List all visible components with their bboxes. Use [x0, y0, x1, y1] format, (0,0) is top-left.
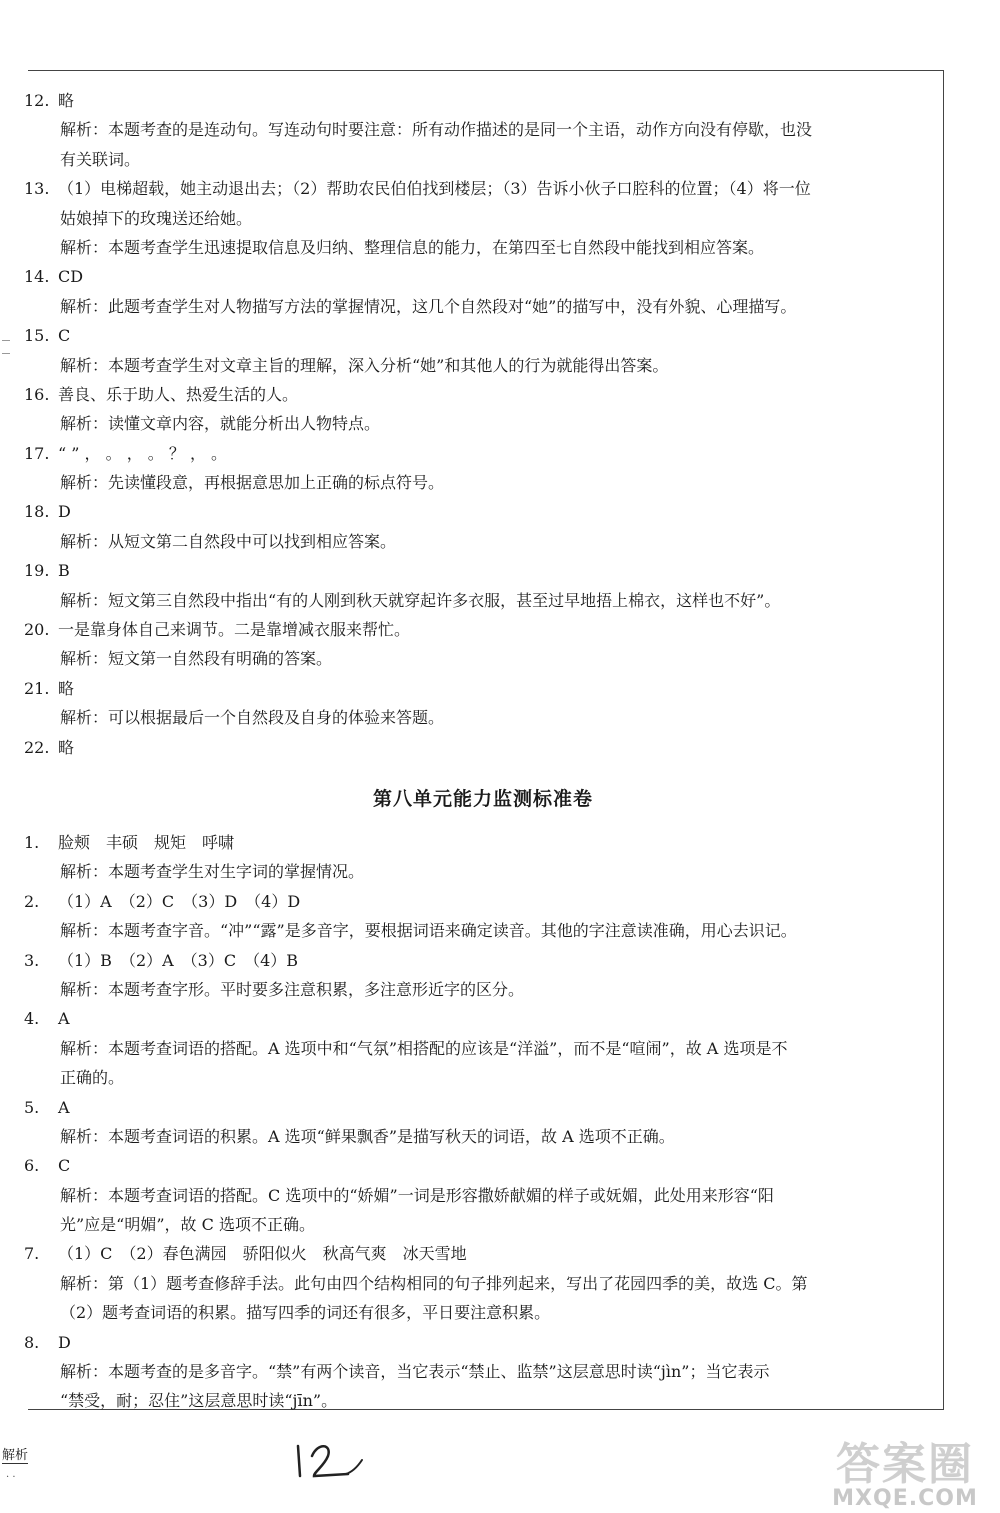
explanation-text: 解析：本题考查学生迅速提取信息及归纳、整理信息的能力，在第四至七自然段中能找到相应答案。 [60, 237, 765, 257]
answer-text: C [58, 326, 71, 346]
explanation-text: 解析：本题考查的是连动句。写连动句时要注意：所有动作描述的是同一个主语，动作方向没有停歇，也没 [60, 120, 813, 140]
explanation-text: 解析：本题考查字音。“冲”“露”是多音字，要根据词语来确定读音。其他的字注意读准确，用心去识记。 [60, 921, 797, 941]
question-line [24, 674, 942, 703]
explanation-line [24, 1386, 942, 1415]
explanation-text: 解析：本题考查词语的积累。A 选项“鲜果飘香”是描写秋天的词语，故 A 选项不正确。 [60, 1126, 675, 1146]
watermark-title: 答案圈 [836, 1439, 974, 1490]
question-number: 5. [24, 1097, 40, 1117]
explanation-line [24, 145, 942, 174]
question-number: 14. [24, 267, 50, 287]
question-number: 17. [24, 443, 50, 463]
question-line [24, 439, 942, 468]
footer-label: 解析 [2, 1444, 28, 1464]
question-number: 20. [24, 620, 50, 640]
answer-section-unit-7 [24, 86, 942, 762]
answer-text: 略 [58, 678, 75, 698]
answer-section-unit-8 [24, 828, 942, 1416]
question-number: 13. [24, 179, 50, 199]
question-line [24, 1239, 942, 1268]
answer-text: 善良、乐于助人、热爱生活的人。 [58, 384, 299, 404]
question-line [24, 887, 942, 916]
explanation-text: 解析：短文第三自然段中指出“有的人刚到秋天就穿起许多衣服，甚至过早地捂上棉衣，这样也不好”。 [60, 590, 781, 610]
explanation-line [24, 975, 942, 1004]
explanation-text: 解析：可以根据最后一个自然段及自身的体验来答题。 [60, 708, 445, 728]
explanation-line [24, 1210, 942, 1239]
explanation-text: 解析：短文第一自然段有明确的答案。 [60, 649, 333, 669]
answer-text: D [58, 502, 71, 522]
question-number: 19. [24, 561, 50, 581]
question-number: 22. [24, 737, 50, 757]
answer-text: （1）电梯超载，她主动退出去；（2）帮助农民伯伯找到楼层；（3）告诉小伙子口腔科的位置；（4）将一位 [58, 179, 811, 199]
explanation-line [24, 586, 942, 615]
explanation-line [24, 204, 942, 233]
answer-text: CD [58, 267, 84, 287]
answer-text: A [58, 1009, 70, 1029]
question-line [24, 174, 942, 203]
question-number: 18. [24, 502, 50, 522]
explanation-line [24, 468, 942, 497]
explanation-line [24, 527, 942, 556]
question-line [24, 946, 942, 975]
explanation-line [24, 1298, 942, 1327]
question-number: 1. [24, 832, 40, 852]
question-line [24, 828, 942, 857]
explanation-line [24, 1122, 942, 1151]
binding-mark [2, 340, 10, 354]
question-number: 21. [24, 678, 50, 698]
question-number: 7. [24, 1244, 40, 1264]
explanation-line [24, 115, 942, 144]
question-number: 6. [24, 1156, 40, 1176]
question-line [24, 733, 942, 762]
answer-text: 脸颊 丰硕 规矩 呼啸 [58, 832, 235, 852]
watermark-logo [820, 1428, 990, 1511]
answer-text: （1）C （2）春色满园 骄阳似火 秋高气爽 冰天雪地 [58, 1244, 467, 1264]
question-number: 15. [24, 326, 50, 346]
explanation-line [24, 233, 942, 262]
explanation-text: 解析：本题考查的是多音字。“禁”有两个读音，当它表示“禁止、监禁”这层意思时读“jìn”；当它表示 [60, 1362, 770, 1382]
watermark-url: MXQE.COM [832, 1486, 978, 1511]
section-title: 第八单元能力监测标准卷 [372, 787, 593, 810]
question-number: 3. [24, 950, 40, 970]
footer-dots: · · [6, 1472, 16, 1483]
explanation-line [24, 292, 942, 321]
question-line [24, 1151, 942, 1180]
answer-text: 一是靠身体自己来调节。二是靠增减衣服来帮忙。 [58, 620, 411, 640]
explanation-text: 解析：本题考查学生对生字词的掌握情况。 [60, 862, 365, 882]
explanation-text: 解析：本题考查词语的搭配。C 选项中的“娇媚”一词是形容撒娇献媚的样子或妩媚，此处用来形容“阳 [60, 1185, 774, 1205]
explanation-line [24, 351, 942, 380]
explanation-line [24, 1269, 942, 1298]
answer-text: “ ” ， 。 ， 。 ？ ， 。 [58, 443, 228, 463]
question-line [24, 1004, 942, 1033]
explanation-text: 有关联词。 [60, 149, 141, 169]
answer-text: （1）B （2）A （3）C （4）B [58, 950, 299, 970]
question-number: 4. [24, 1009, 40, 1029]
explanation-line [24, 1063, 942, 1092]
explanation-text: 解析：本题考查字形。平时要多注意积累，多注意形近字的区分。 [60, 979, 525, 999]
answer-text: A [58, 1097, 70, 1117]
question-line [24, 380, 942, 409]
answer-text: B [58, 561, 70, 581]
question-line [24, 86, 942, 115]
question-line [24, 556, 942, 585]
question-line [24, 321, 942, 350]
explanation-text: （2）题考查词语的积累。描写四季的词还有很多，平日要注意积累。 [60, 1303, 551, 1323]
question-line [24, 262, 942, 291]
explanation-line [24, 703, 942, 732]
answer-text: D [58, 1332, 71, 1352]
handwritten-page-number [288, 1434, 368, 1488]
answer-content [24, 86, 942, 1416]
explanation-line [24, 1034, 942, 1063]
question-number: 12. [24, 91, 50, 110]
explanation-text: 解析：从短文第二自然段中可以找到相应答案。 [60, 531, 397, 551]
question-number: 16. [24, 384, 50, 404]
handwritten-page-number-text: 12 [288, 1434, 290, 1435]
explanation-text: 姑娘掉下的玫瑰送还给她。 [60, 208, 253, 228]
explanation-text: 解析：先读懂段意，再根据意思加上正确的标点符号。 [60, 473, 445, 493]
explanation-line [24, 409, 942, 438]
answer-text: （1）A （2）C （3）D （4）D [58, 891, 301, 911]
question-line [24, 1093, 942, 1122]
explanation-text: 解析：读懂文章内容，就能分析出人物特点。 [60, 414, 381, 434]
explanation-text: 解析：本题考查词语的搭配。A 选项中和“气氛”相搭配的应该是“洋溢”，而不是“喧闹”，故 A 选项是不 [60, 1038, 788, 1058]
question-number: 2. [24, 891, 40, 911]
explanation-line [24, 916, 942, 945]
explanation-text: 解析：本题考查学生对文章主旨的理解，深入分析“她”和其他人的行为就能得出答案。 [60, 355, 669, 375]
explanation-line [24, 857, 942, 886]
question-line [24, 497, 942, 526]
question-line [24, 615, 942, 644]
answer-text: 略 [58, 91, 75, 110]
explanation-line [24, 644, 942, 673]
explanation-text: 正确的。 [60, 1068, 125, 1088]
question-number: 8. [24, 1332, 40, 1352]
explanation-text: 光”应是“明媚”，故 C 选项不正确。 [60, 1215, 315, 1235]
explanation-line [24, 1181, 942, 1210]
answer-text: 略 [58, 737, 75, 757]
explanation-text: 解析：此题考查学生对人物描写方法的掌握情况，这几个自然段对“她”的描写中，没有外貌、心理描写。 [60, 296, 797, 316]
question-line [24, 1328, 942, 1357]
explanation-line [24, 1357, 942, 1386]
explanation-text: 解析：第（1）题考查修辞手法。此句由四个结构相同的句子排列起来，写出了花园四季的美，故选 C。第 [60, 1273, 808, 1293]
explanation-text: “禁受，耐；忍住”这层意思时读“jīn”。 [60, 1391, 338, 1411]
answer-text: C [58, 1156, 71, 1176]
